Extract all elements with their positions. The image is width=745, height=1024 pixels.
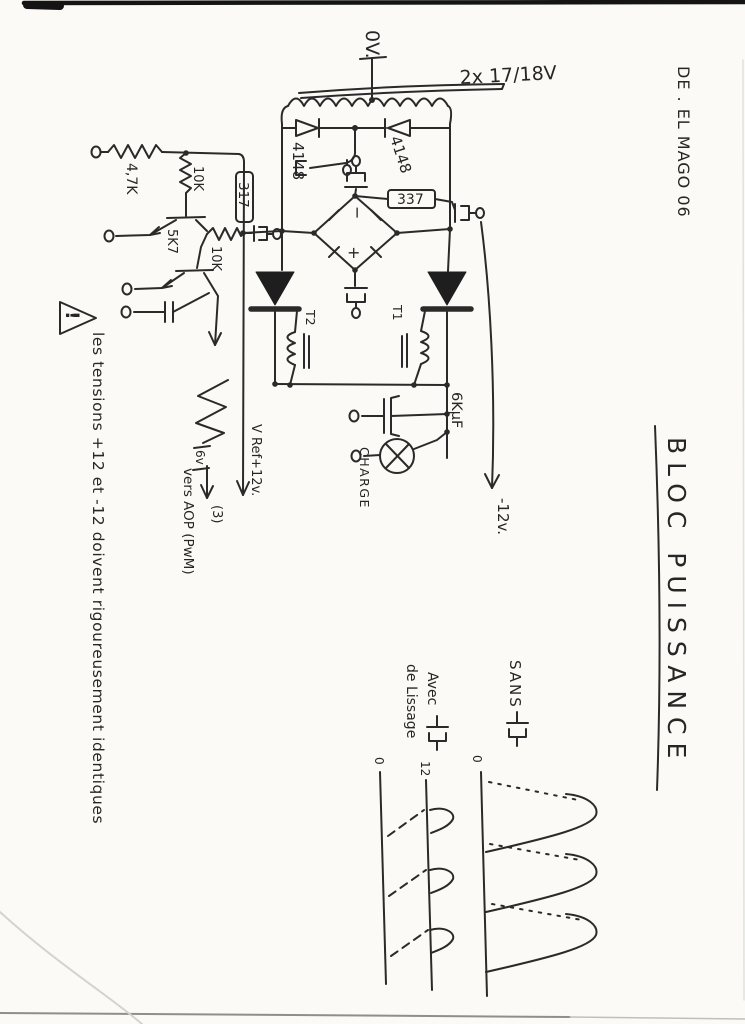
terminal [476, 208, 484, 218]
diode-4148-left [296, 120, 318, 136]
rail-right [448, 124, 450, 271]
terminal [350, 411, 359, 422]
connector-317-out [243, 226, 281, 241]
scan-artifacts [0, 2, 745, 1024]
title-underline [655, 426, 659, 790]
diode-left-label: 4148 [289, 142, 307, 181]
terminal [92, 147, 101, 158]
transformer-center-tap [360, 57, 386, 103]
winding-corner-right [448, 106, 451, 124]
resistor-10k-b [207, 228, 243, 240]
capacitor-6kuf [350, 396, 450, 436]
warning-text: les tensions +12 et -12 doivent rigoureusement identiques [89, 332, 107, 825]
cap-icon-avec [427, 716, 448, 750]
waveform-raw [481, 772, 596, 996]
bridge-plus-label: + [347, 243, 361, 262]
secondary-voltage-label: 2x 17/18V [459, 61, 558, 89]
connector-bridge-bottom [345, 270, 367, 318]
waveform-smoothed [380, 772, 453, 990]
t2-label: T2 [303, 310, 318, 326]
q1-label: 5K7 [164, 229, 179, 255]
r1-label: 4,7K [123, 163, 139, 195]
control-input [92, 145, 245, 162]
winding-corner-left [282, 106, 288, 124]
page-title: BLOC PUISSANCE [662, 437, 691, 767]
r3-label: 10K [208, 246, 223, 272]
vref-label: V Ref+12v. [248, 424, 263, 497]
resistor-4k7 [108, 145, 162, 158]
thyristor-left [251, 272, 299, 384]
wf-lissage-label: de Lissage [403, 664, 419, 739]
neg-rail-label: -12v. [494, 498, 512, 535]
terminal [122, 307, 131, 318]
ramp-amplitude-label: 6v [193, 450, 207, 465]
resistor-10k-a [180, 150, 191, 216]
wf-sans-label: SANS [506, 660, 524, 709]
diode-4148-right [388, 120, 410, 136]
trigger-transformer-t1 [402, 331, 429, 385]
t1-label: T1 [390, 305, 405, 321]
neg-rail-arrow [481, 222, 499, 488]
reg-337-label: 337 [397, 192, 424, 208]
reg-317-label: 317 [235, 182, 251, 208]
warning-mark: ! [61, 311, 83, 320]
lamp-charge-label: CHARGE [357, 447, 372, 509]
pin3-label: (3) [209, 505, 224, 524]
transistor-q1 [105, 217, 208, 242]
wf-12-label: 12 [418, 761, 432, 777]
r2-label: 10K [190, 166, 205, 192]
terminal [123, 284, 132, 295]
center-tap-label: 0V. [361, 30, 383, 59]
trigger-transformer-t2 [288, 332, 310, 385]
vref-line [237, 162, 249, 495]
wf-avec-label: Avec [424, 672, 440, 706]
wf-zero-a-label: 0 [372, 757, 386, 765]
pin3-arrow [201, 466, 213, 498]
bridge-minus-label: − [348, 206, 367, 220]
rail-bottom [275, 384, 447, 385]
cap-icon-sans [507, 712, 528, 746]
wf-zero-b-label: 0 [470, 755, 484, 763]
capacitor-base [122, 293, 210, 322]
wire [397, 229, 450, 233]
terminal [352, 156, 360, 166]
ramp-dest-label: vers AOP (PwM) [180, 468, 196, 575]
terminal [352, 308, 360, 318]
terminal [105, 231, 114, 242]
author-label: DE . EL MAGO 06 [674, 66, 693, 218]
diode-right-label: 4148 [386, 133, 416, 176]
transformer-winding [288, 99, 448, 107]
cap-6kuf-label: 6KµF [448, 392, 464, 429]
